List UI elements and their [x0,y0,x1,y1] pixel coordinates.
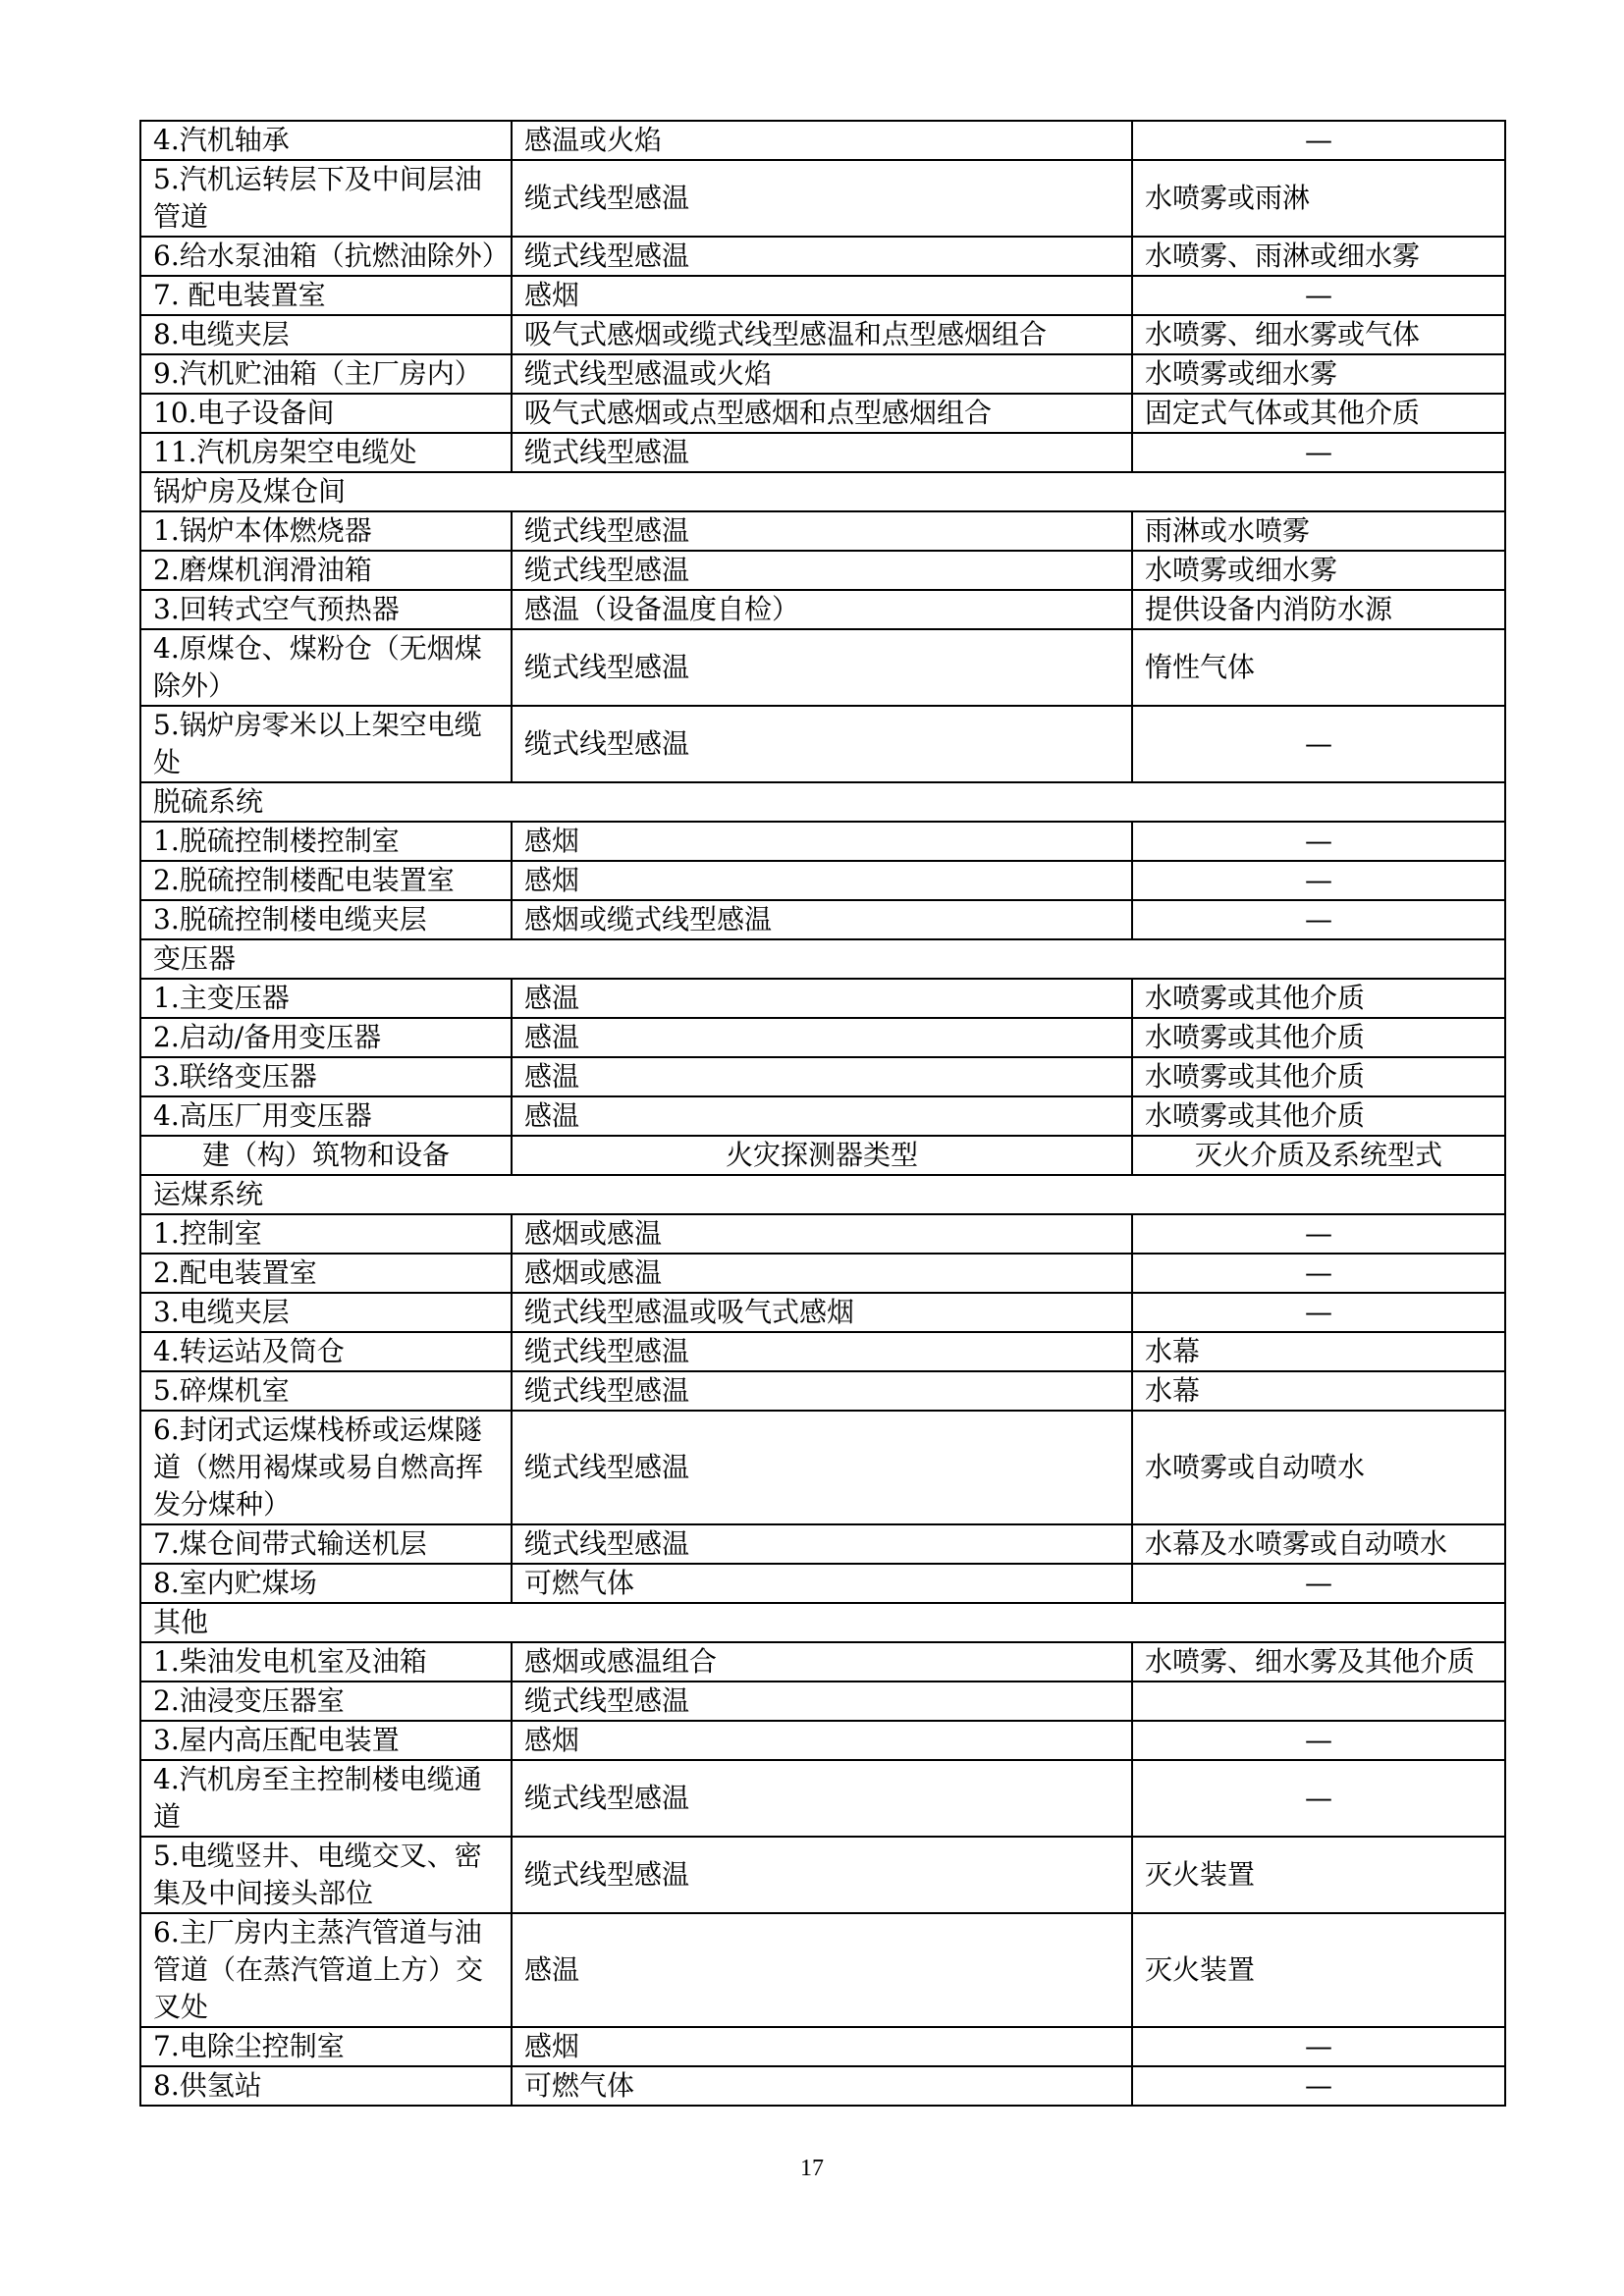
table-row [140,237,1505,276]
extinguishing-medium-cell: 水喷雾、雨淋或细水雾 [1132,237,1505,276]
section-label: 脱硫系统 [140,782,1505,822]
extinguishing-medium-cell: — [1132,1293,1505,1332]
building-equipment-cell: 3.屋内高压配电装置 [140,1721,512,1760]
extinguishing-medium-cell: 水喷雾、细水雾或气体 [1132,315,1505,354]
table-row [140,900,1505,939]
extinguishing-medium-cell: — [1132,1760,1505,1837]
extinguishing-medium-cell: — [1132,276,1505,315]
column-header: 灭火介质及系统型式 [1132,1136,1505,1175]
detector-type-cell: 缆式线型感温或火焰 [512,354,1132,394]
building-equipment-cell: 1.锅炉本体燃烧器 [140,511,512,551]
extinguishing-medium-cell: 水喷雾或雨淋 [1132,160,1505,237]
detector-type-cell: 缆式线型感温 [512,1682,1132,1721]
detector-type-cell: 感烟 [512,822,1132,861]
building-equipment-cell: 2.油浸变压器室 [140,1682,512,1721]
section-label: 变压器 [140,939,1505,979]
detector-type-cell: 缆式线型感温 [512,1837,1132,1913]
detector-type-cell: 缆式线型感温 [512,237,1132,276]
table-row [140,822,1505,861]
table-row [140,590,1505,629]
table-row [140,1642,1505,1682]
extinguishing-medium-cell: — [1132,900,1505,939]
building-equipment-cell: 7. 配电装置室 [140,276,512,315]
table-row [140,1293,1505,1332]
table-row [140,1564,1505,1603]
detector-type-cell: 缆式线型感温 [512,1332,1132,1371]
table-row [140,1721,1505,1760]
extinguishing-medium-cell: 水幕及水喷雾或自动喷水 [1132,1524,1505,1564]
detector-type-cell: 缆式线型感温 [512,706,1132,782]
detector-type-cell: 感烟或缆式线型感温 [512,900,1132,939]
extinguishing-medium-cell: — [1132,121,1505,160]
extinguishing-medium-cell: — [1132,1564,1505,1603]
section-row [140,939,1505,979]
table-row [140,1018,1505,1057]
detector-type-cell: 缆式线型感温 [512,1371,1132,1411]
building-equipment-cell: 8.电缆夹层 [140,315,512,354]
building-equipment-cell: 1.控制室 [140,1214,512,1254]
table-row [140,1682,1505,1721]
detector-type-cell: 缆式线型感温 [512,511,1132,551]
table-row [140,2027,1505,2066]
building-equipment-cell: 4.汽机房至主控制楼电缆通道 [140,1760,512,1837]
building-equipment-cell: 5.电缆竖井、电缆交叉、密集及中间接头部位 [140,1837,512,1913]
detector-type-cell: 缆式线型感温 [512,160,1132,237]
table-row [140,354,1505,394]
building-equipment-cell: 8.供氢站 [140,2066,512,2106]
extinguishing-medium-cell: — [1132,861,1505,900]
table-row [140,1371,1505,1411]
building-equipment-cell: 4.高压厂用变压器 [140,1096,512,1136]
detector-type-cell: 感烟 [512,861,1132,900]
detector-type-cell: 缆式线型感温 [512,629,1132,706]
detector-type-cell: 感烟 [512,276,1132,315]
building-equipment-cell: 2.启动/备用变压器 [140,1018,512,1057]
detector-type-cell: 缆式线型感温 [512,1524,1132,1564]
extinguishing-medium-cell: 提供设备内消防水源 [1132,590,1505,629]
extinguishing-medium-cell: 固定式气体或其他介质 [1132,394,1505,433]
table-row [140,1332,1505,1371]
table-row [140,433,1505,472]
section-label: 运煤系统 [140,1175,1505,1214]
building-equipment-cell: 5.锅炉房零米以上架空电缆处 [140,706,512,782]
detector-type-cell: 吸气式感烟或点型感烟和点型感烟组合 [512,394,1132,433]
fire-protection-table [139,120,1506,2107]
building-equipment-cell: 1.柴油发电机室及油箱 [140,1642,512,1682]
building-equipment-cell: 4.汽机轴承 [140,121,512,160]
detector-type-cell: 缆式线型感温 [512,551,1132,590]
extinguishing-medium-cell: — [1132,1254,1505,1293]
table-row [140,394,1505,433]
table-row [140,315,1505,354]
extinguishing-medium-cell [1132,1682,1505,1721]
detector-type-cell: 感温 [512,979,1132,1018]
table-row [140,1214,1505,1254]
building-equipment-cell: 3.脱硫控制楼电缆夹层 [140,900,512,939]
building-equipment-cell: 3.回转式空气预热器 [140,590,512,629]
building-equipment-cell: 5.碎煤机室 [140,1371,512,1411]
table-row [140,1096,1505,1136]
extinguishing-medium-cell: 水喷雾或其他介质 [1132,979,1505,1018]
extinguishing-medium-cell: 水喷雾或细水雾 [1132,551,1505,590]
building-equipment-cell: 10.电子设备间 [140,394,512,433]
extinguishing-medium-cell: 水喷雾或细水雾 [1132,354,1505,394]
detector-type-cell: 缆式线型感温 [512,433,1132,472]
detector-type-cell: 感温或火焰 [512,121,1132,160]
detector-type-cell: 感烟 [512,2027,1132,2066]
extinguishing-medium-cell: — [1132,2066,1505,2106]
detector-type-cell: 感烟或感温 [512,1254,1132,1293]
table-row [140,160,1505,237]
extinguishing-medium-cell: — [1132,433,1505,472]
extinguishing-medium-cell: 水幕 [1132,1332,1505,1371]
table-row [140,1913,1505,2027]
building-equipment-cell: 5.汽机运转层下及中间层油管道 [140,160,512,237]
section-label: 其他 [140,1603,1505,1642]
extinguishing-medium-cell: — [1132,1214,1505,1254]
detector-type-cell: 吸气式感烟或缆式线型感温和点型感烟组合 [512,315,1132,354]
extinguishing-medium-cell: 灭火装置 [1132,1913,1505,2027]
table-row [140,1760,1505,1837]
extinguishing-medium-cell: — [1132,706,1505,782]
building-equipment-cell: 7.电除尘控制室 [140,2027,512,2066]
building-equipment-cell: 6.给水泵油箱（抗燃油除外） [140,237,512,276]
detector-type-cell: 感温 [512,1096,1132,1136]
building-equipment-cell: 6.封闭式运煤栈桥或运煤隧道（燃用褐煤或易自燃高挥发分煤种） [140,1411,512,1524]
building-equipment-cell: 2.配电装置室 [140,1254,512,1293]
extinguishing-medium-cell: 雨淋或水喷雾 [1132,511,1505,551]
table-row [140,511,1505,551]
detector-type-cell: 缆式线型感温 [512,1760,1132,1837]
extinguishing-medium-cell: 水喷雾、细水雾及其他介质 [1132,1642,1505,1682]
detector-type-cell: 感温 [512,1057,1132,1096]
table-row [140,1057,1505,1096]
table-body [140,121,1505,2106]
detector-type-cell: 感温 [512,1913,1132,2027]
extinguishing-medium-cell: — [1132,822,1505,861]
building-equipment-cell: 4.原煤仓、煤粉仓（无烟煤除外） [140,629,512,706]
table-row [140,1411,1505,1524]
building-equipment-cell: 4.转运站及筒仓 [140,1332,512,1371]
table-row [140,276,1505,315]
building-equipment-cell: 7.煤仓间带式输送机层 [140,1524,512,1564]
building-equipment-cell: 3.电缆夹层 [140,1293,512,1332]
extinguishing-medium-cell: 灭火装置 [1132,1837,1505,1913]
extinguishing-medium-cell: 水喷雾或自动喷水 [1132,1411,1505,1524]
table-row [140,979,1505,1018]
detector-type-cell: 可燃气体 [512,2066,1132,2106]
table-row [140,121,1505,160]
table-row [140,861,1505,900]
extinguishing-medium-cell: — [1132,1721,1505,1760]
detector-type-cell: 感烟或感温组合 [512,1642,1132,1682]
extinguishing-medium-cell: 水喷雾或其他介质 [1132,1057,1505,1096]
section-row [140,1603,1505,1642]
building-equipment-cell: 6.主厂房内主蒸汽管道与油管道（在蒸汽管道上方）交叉处 [140,1913,512,2027]
section-row [140,472,1505,511]
section-row [140,1175,1505,1214]
detector-type-cell: 缆式线型感温 [512,1411,1132,1524]
table-row [140,629,1505,706]
building-equipment-cell: 2.磨煤机润滑油箱 [140,551,512,590]
section-row [140,782,1505,822]
table-header-row [140,1136,1505,1175]
detector-type-cell: 感温（设备温度自检） [512,590,1132,629]
detector-type-cell: 缆式线型感温或吸气式感烟 [512,1293,1132,1332]
column-header: 建（构）筑物和设备 [140,1136,512,1175]
extinguishing-medium-cell: — [1132,2027,1505,2066]
table-row [140,1254,1505,1293]
building-equipment-cell: 9.汽机贮油箱（主厂房内） [140,354,512,394]
detector-type-cell: 可燃气体 [512,1564,1132,1603]
building-equipment-cell: 1.主变压器 [140,979,512,1018]
extinguishing-medium-cell: 水喷雾或其他介质 [1132,1018,1505,1057]
extinguishing-medium-cell: 水幕 [1132,1371,1505,1411]
extinguishing-medium-cell: 惰性气体 [1132,629,1505,706]
section-label: 锅炉房及煤仓间 [140,472,1505,511]
building-equipment-cell: 3.联络变压器 [140,1057,512,1096]
building-equipment-cell: 1.脱硫控制楼控制室 [140,822,512,861]
table-row [140,1837,1505,1913]
table-row [140,551,1505,590]
detector-type-cell: 感烟 [512,1721,1132,1760]
table-row [140,1524,1505,1564]
detector-type-cell: 感温 [512,1018,1132,1057]
page-number: 17 [800,2156,824,2181]
building-equipment-cell: 8.室内贮煤场 [140,1564,512,1603]
extinguishing-medium-cell: 水喷雾或其他介质 [1132,1096,1505,1136]
detector-type-cell: 感烟或感温 [512,1214,1132,1254]
table-row [140,2066,1505,2106]
table-row [140,706,1505,782]
building-equipment-cell: 11.汽机房架空电缆处 [140,433,512,472]
building-equipment-cell: 2.脱硫控制楼配电装置室 [140,861,512,900]
column-header: 火灾探测器类型 [512,1136,1132,1175]
